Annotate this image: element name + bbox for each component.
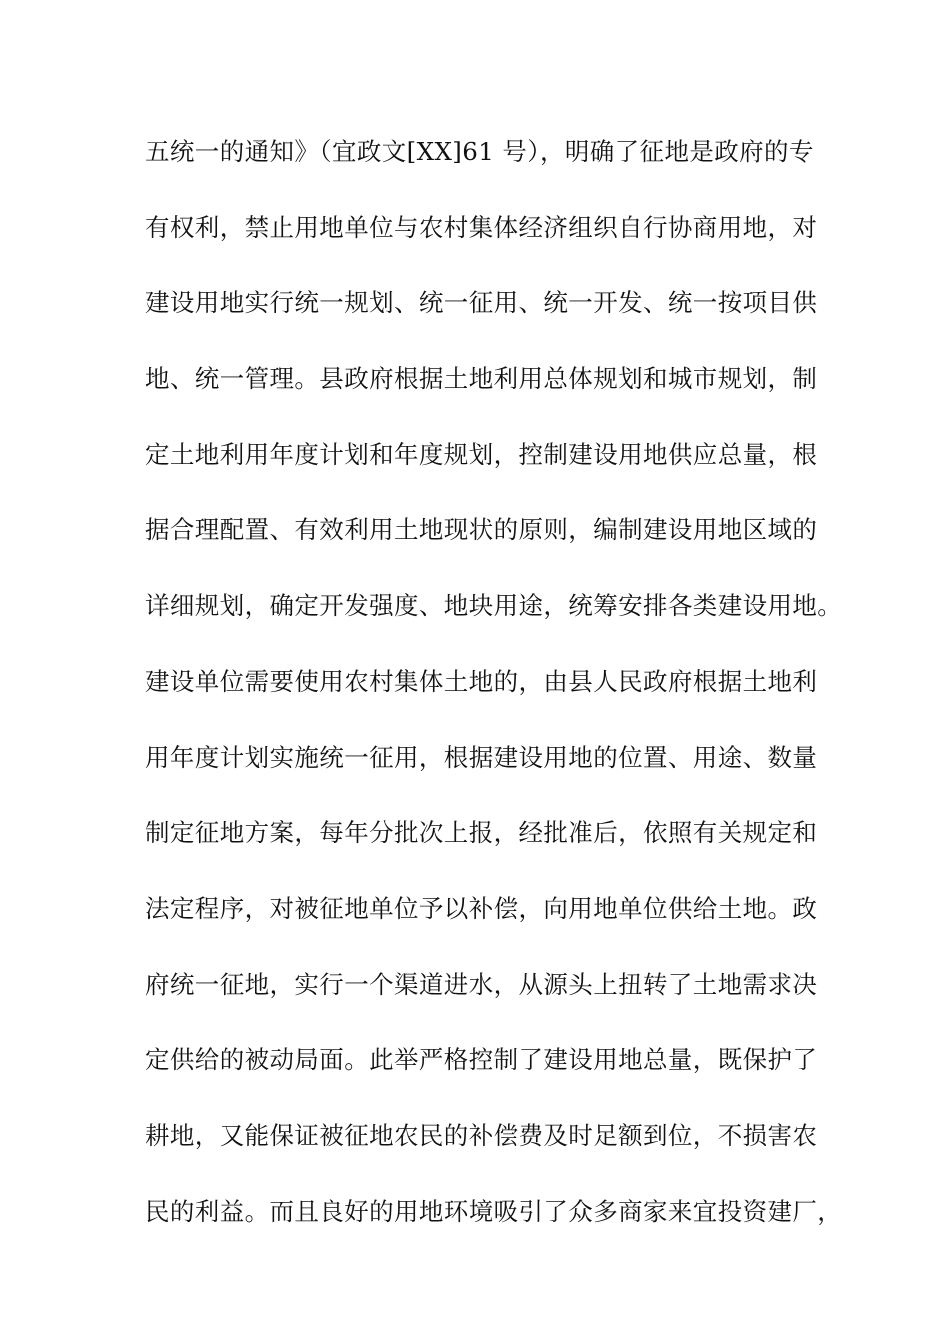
text-line: 定土地利用年度计划和年度规划，控制建设用地供应总量，根 bbox=[145, 439, 818, 469]
text-line: 地、统一管理。县政府根据土地利用总体规划和城市规划，制 bbox=[145, 364, 818, 394]
text-line: 民的利益。而且良好的用地环境吸引了众多商家来宜投资建厂， bbox=[145, 1196, 843, 1226]
text-line: 五统一的通知》（宜政文[XX]61 号），明确了征地是政府的专 bbox=[145, 137, 814, 166]
text-line: 建设单位需要使用农村集体土地的，由县人民政府根据土地利 bbox=[145, 666, 818, 696]
text-line: 有权利，禁止用地单位与农村集体经济组织自行协商用地，对 bbox=[145, 212, 818, 242]
text-line: 耕地，又能保证被征地农民的补偿费及时足额到位，不损害农 bbox=[145, 1120, 818, 1150]
text-line: 制定征地方案，每年分批次上报，经批准后，依照有关规定和 bbox=[145, 818, 818, 848]
text-line: 建设用地实行统一规划、统一征用、统一开发、统一按项目供 bbox=[145, 288, 818, 318]
text-line: 府统一征地，实行一个渠道进水，从源头上扭转了土地需求决 bbox=[145, 969, 818, 999]
text-line: 定供给的被动局面。此举严格控制了建设用地总量，既保护了 bbox=[145, 1045, 818, 1075]
text-line: 用年度计划实施统一征用，根据建设用地的位置、用途、数量 bbox=[145, 742, 818, 772]
text-line: 法定程序，对被征地单位予以补偿，向用地单位供给土地。政 bbox=[145, 893, 818, 923]
text-line: 据合理配置、有效利用土地现状的原则，编制建设用地区域的 bbox=[145, 515, 818, 545]
text-line: 详细规划，确定开发强度、地块用途，统筹安排各类建设用地。 bbox=[145, 591, 843, 621]
body-paragraph bbox=[145, 128, 843, 1263]
